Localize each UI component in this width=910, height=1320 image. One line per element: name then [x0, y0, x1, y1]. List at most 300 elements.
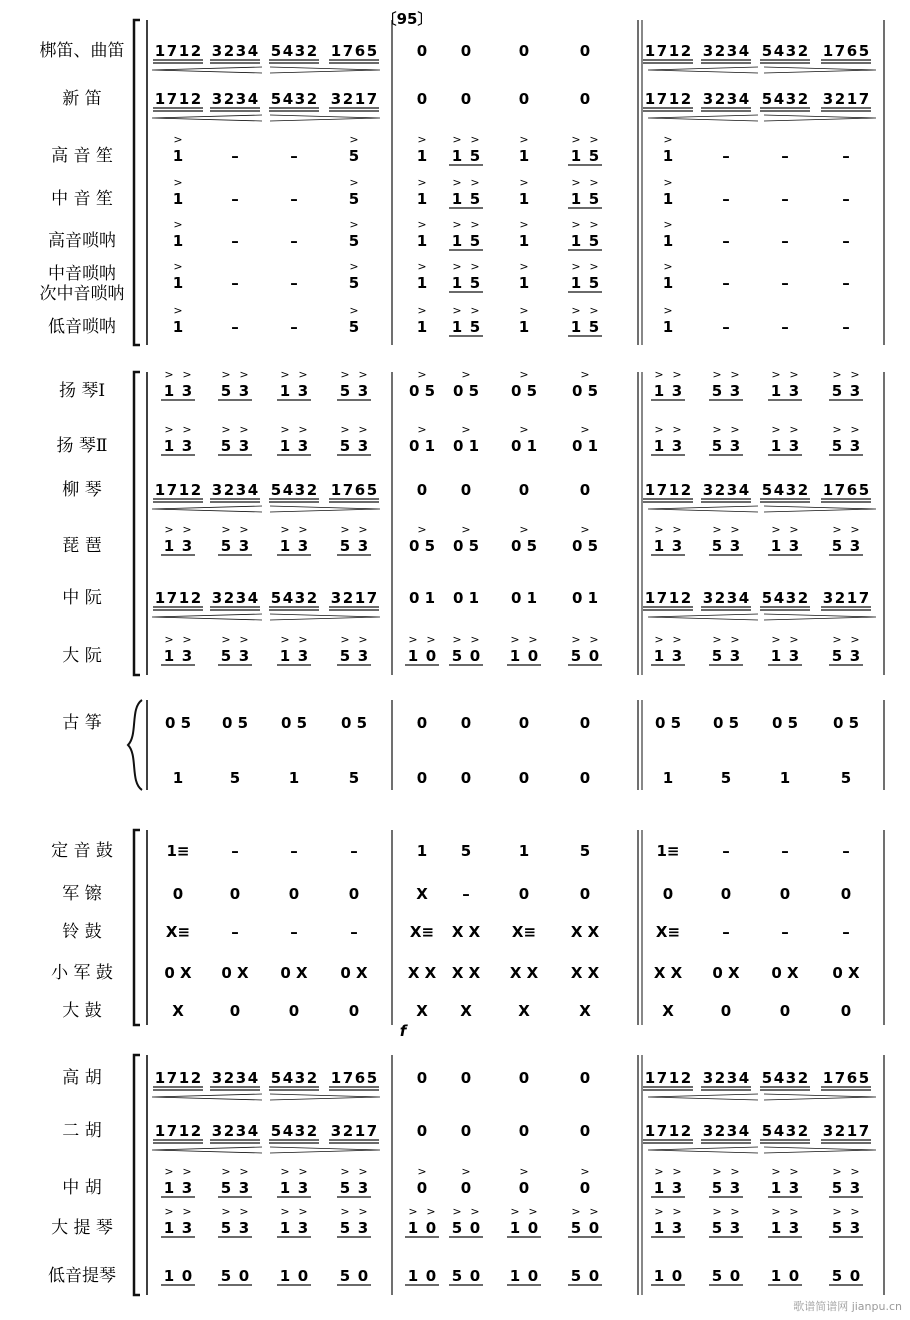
- note: 4: [738, 90, 750, 108]
- note: 1: [154, 1069, 166, 1087]
- note: 3: [788, 437, 800, 455]
- note: 0 5: [571, 382, 599, 400]
- note: 0: [518, 42, 530, 60]
- note: 3: [849, 537, 861, 555]
- note: 4: [738, 589, 750, 607]
- note: 0: [518, 90, 530, 108]
- note: 5: [339, 437, 351, 455]
- note: 2: [223, 90, 235, 108]
- note: 0: [425, 1267, 437, 1285]
- note: 2: [190, 481, 202, 499]
- note: 0 1: [408, 589, 436, 607]
- note: 0: [172, 885, 184, 903]
- note: 6: [846, 1069, 858, 1087]
- note: 0: [460, 1122, 472, 1140]
- note: 1: [178, 1122, 190, 1140]
- note: 0 5: [452, 382, 480, 400]
- note: 2: [306, 1122, 318, 1140]
- note: 1: [518, 842, 530, 860]
- instrument-label: 军 镲: [62, 884, 102, 904]
- note: 7: [366, 90, 378, 108]
- staff-row: [62, 480, 876, 512]
- staff-row: [48, 304, 850, 337]
- note: 5: [761, 589, 773, 607]
- accent-mark: >: [589, 218, 599, 231]
- note: 0: [288, 1002, 300, 1020]
- accent-mark: >: [470, 304, 480, 317]
- note: 2: [834, 1122, 846, 1140]
- note: 2: [714, 589, 726, 607]
- note: 3: [238, 537, 250, 555]
- dash: –: [290, 274, 298, 292]
- note: 0: [671, 1267, 683, 1285]
- dash: –: [722, 318, 730, 336]
- note: 0: [460, 714, 472, 732]
- accent-mark: >: [730, 368, 740, 381]
- staff-row: [62, 523, 863, 556]
- accent-mark: >: [417, 523, 427, 536]
- accent-mark: >: [771, 633, 781, 646]
- accent-mark: >: [173, 133, 183, 146]
- dash: –: [231, 274, 239, 292]
- note: 0: [297, 1267, 309, 1285]
- note: 2: [714, 90, 726, 108]
- note: 0 5: [510, 537, 538, 555]
- note: 0: [518, 714, 530, 732]
- note: 1: [163, 537, 175, 555]
- hairpin: [270, 506, 380, 512]
- note: 5: [348, 769, 360, 787]
- note: 7: [656, 1122, 668, 1140]
- accent-mark: >: [789, 368, 799, 381]
- note: 5: [270, 90, 282, 108]
- note: 4: [773, 90, 785, 108]
- accent-mark: >: [221, 633, 231, 646]
- note: 5: [761, 1122, 773, 1140]
- note: 0: [357, 1267, 369, 1285]
- note: 3: [726, 1122, 738, 1140]
- note: 1: [172, 232, 184, 250]
- note: 7: [166, 90, 178, 108]
- note: 3: [181, 1179, 193, 1197]
- accent-mark: >: [850, 1205, 860, 1218]
- note: 5: [588, 147, 600, 165]
- accent-mark: >: [358, 423, 368, 436]
- note: 1: [822, 42, 834, 60]
- note: 6: [354, 42, 366, 60]
- note: 2: [834, 90, 846, 108]
- note: 0: [518, 1122, 530, 1140]
- note: 5: [339, 537, 351, 555]
- accent-mark: >: [712, 633, 722, 646]
- note: X: [172, 1002, 184, 1020]
- dash: –: [842, 274, 850, 292]
- section-4: [51, 830, 884, 1025]
- note: 0 1: [571, 589, 599, 607]
- accent-mark: >: [280, 423, 290, 436]
- note: 1: [662, 274, 674, 292]
- accent-mark: >: [280, 633, 290, 646]
- staff-row: [40, 260, 850, 304]
- instrument-label: 琵 琶: [62, 536, 102, 556]
- accent-mark: >: [173, 176, 183, 189]
- accent-mark: >: [470, 176, 480, 189]
- note: 3: [211, 1069, 223, 1087]
- note: 3: [726, 90, 738, 108]
- accent-mark: >: [519, 1165, 529, 1178]
- accent-mark: >: [358, 1205, 368, 1218]
- note: 5: [469, 232, 481, 250]
- accent-mark: >: [832, 633, 842, 646]
- accent-mark: >: [239, 633, 249, 646]
- note: 0: [579, 1179, 591, 1197]
- note: 4: [773, 1122, 785, 1140]
- note: 5: [858, 1069, 870, 1087]
- note: 1: [279, 1179, 291, 1197]
- accent-mark: >: [349, 260, 359, 273]
- note: 1: [662, 769, 674, 787]
- dash: –: [231, 318, 239, 336]
- note: 4: [282, 1069, 294, 1087]
- accent-mark: >: [730, 1205, 740, 1218]
- note: X: [460, 1002, 472, 1020]
- note: 1: [178, 1069, 190, 1087]
- note: 3: [357, 1219, 369, 1237]
- note: 3: [238, 647, 250, 665]
- note: 2: [797, 90, 809, 108]
- note: 3: [726, 1069, 738, 1087]
- note: 3: [357, 382, 369, 400]
- accent-mark: >: [571, 633, 581, 646]
- note: 2: [223, 42, 235, 60]
- note: 1: [178, 589, 190, 607]
- note: 0: [425, 647, 437, 665]
- note: 5: [570, 1219, 582, 1237]
- hairpin: [764, 115, 876, 121]
- note: 4: [282, 481, 294, 499]
- note: 3: [294, 1069, 306, 1087]
- note: 5: [711, 1267, 723, 1285]
- accent-mark: >: [280, 523, 290, 536]
- accent-mark: >: [452, 633, 462, 646]
- accent-mark: >: [519, 368, 529, 381]
- accent-mark: >: [510, 633, 520, 646]
- note: 0 5: [408, 537, 436, 555]
- note: 0 X: [340, 964, 368, 982]
- note: 7: [834, 1069, 846, 1087]
- dash: –: [781, 190, 789, 208]
- section-5: [48, 1055, 884, 1295]
- instrument-label: 中音唢呐: [48, 264, 116, 284]
- note: 2: [797, 589, 809, 607]
- accent-mark: >: [672, 1165, 682, 1178]
- dash: –: [842, 190, 850, 208]
- note: 3: [729, 647, 741, 665]
- note: 0 5: [221, 714, 249, 732]
- note: 7: [342, 42, 354, 60]
- note: X X: [407, 964, 437, 982]
- note: 7: [656, 589, 668, 607]
- accent-mark: >: [461, 1165, 471, 1178]
- note: 0: [460, 1069, 472, 1087]
- note: 1≡: [166, 842, 190, 860]
- accent-mark: >: [470, 218, 480, 231]
- accent-mark: >: [789, 1165, 799, 1178]
- note: 5: [761, 481, 773, 499]
- note: 4: [738, 42, 750, 60]
- staff-row: [62, 588, 876, 620]
- staff-row: [173, 769, 851, 787]
- hairpin: [152, 67, 262, 73]
- note: 0: [518, 481, 530, 499]
- note: 0: [416, 42, 428, 60]
- accent-mark: >: [164, 1165, 174, 1178]
- note: 3: [788, 382, 800, 400]
- note: 0: [238, 1267, 250, 1285]
- accent-mark: >: [164, 368, 174, 381]
- note: 3: [726, 481, 738, 499]
- note: 3: [294, 1122, 306, 1140]
- note: 5: [451, 647, 463, 665]
- note: 5: [720, 769, 732, 787]
- note: 0: [518, 1069, 530, 1087]
- dash: –: [231, 190, 239, 208]
- accent-mark: >: [589, 260, 599, 273]
- note: 1: [416, 318, 428, 336]
- accent-mark: >: [182, 633, 192, 646]
- note: 1: [154, 589, 166, 607]
- note: 5: [220, 537, 232, 555]
- dash: –: [722, 842, 730, 860]
- hairpin: [648, 1147, 758, 1153]
- accent-mark: >: [571, 133, 581, 146]
- note: 1: [330, 481, 342, 499]
- dash: –: [722, 147, 730, 165]
- accent-mark: >: [173, 218, 183, 231]
- note: 3: [235, 1122, 247, 1140]
- accent-mark: >: [470, 633, 480, 646]
- note: 1: [288, 769, 300, 787]
- note: 3: [822, 589, 834, 607]
- note: 4: [773, 589, 785, 607]
- note: 0 X: [771, 964, 799, 982]
- instrument-label: 高 胡: [62, 1068, 102, 1088]
- accent-mark: >: [712, 1165, 722, 1178]
- accent-mark: >: [589, 133, 599, 146]
- note: 1: [154, 90, 166, 108]
- note: 1: [354, 589, 366, 607]
- note: 5: [366, 1069, 378, 1087]
- note: 1: [668, 589, 680, 607]
- staff-row: [48, 218, 850, 251]
- instrument-label: 高 音 笙: [51, 146, 113, 166]
- note: 1: [518, 232, 530, 250]
- note: 2: [797, 42, 809, 60]
- note: 5: [348, 190, 360, 208]
- hairpin: [648, 115, 758, 121]
- accent-mark: >: [663, 260, 673, 273]
- dash: –: [842, 842, 850, 860]
- note: 5: [469, 274, 481, 292]
- note: 1: [653, 1179, 665, 1197]
- note: 3: [238, 437, 250, 455]
- note: 1: [770, 537, 782, 555]
- note: 3: [330, 1122, 342, 1140]
- dash: –: [290, 232, 298, 250]
- note: 0: [840, 885, 852, 903]
- note: 7: [166, 481, 178, 499]
- note: 5: [460, 842, 472, 860]
- note: 1: [407, 647, 419, 665]
- note: 2: [680, 42, 692, 60]
- note: 3: [785, 1069, 797, 1087]
- note: 1: [518, 274, 530, 292]
- note: 1: [668, 1122, 680, 1140]
- accent-mark: >: [663, 304, 673, 317]
- accent-mark: >: [349, 304, 359, 317]
- note: 2: [797, 1069, 809, 1087]
- accent-mark: >: [417, 368, 427, 381]
- dash: –: [290, 923, 298, 941]
- accent-mark: >: [672, 368, 682, 381]
- note: 0: [416, 769, 428, 787]
- note: 2: [714, 481, 726, 499]
- note: 3: [702, 481, 714, 499]
- accent-mark: >: [221, 1165, 231, 1178]
- note: 1: [509, 647, 521, 665]
- dash: –: [290, 318, 298, 336]
- accent-mark: >: [730, 1165, 740, 1178]
- note: 1: [779, 769, 791, 787]
- note: 1: [172, 769, 184, 787]
- note: 3: [729, 1219, 741, 1237]
- accent-mark: >: [239, 423, 249, 436]
- note: 3: [330, 90, 342, 108]
- accent-mark: >: [850, 368, 860, 381]
- accent-mark: >: [832, 523, 842, 536]
- staff-row: [51, 133, 850, 166]
- note: 7: [656, 1069, 668, 1087]
- note: 3: [235, 1069, 247, 1087]
- note: 1: [770, 1267, 782, 1285]
- note: 4: [247, 1122, 259, 1140]
- note: 0: [181, 1267, 193, 1285]
- note: 5: [339, 1179, 351, 1197]
- hairpin: [152, 506, 262, 512]
- note: 1: [644, 589, 656, 607]
- accent-mark: >: [417, 423, 427, 436]
- note: 1: [354, 1122, 366, 1140]
- note: 3: [671, 1179, 683, 1197]
- note: 2: [190, 90, 202, 108]
- accent-mark: >: [850, 423, 860, 436]
- note: 1: [279, 537, 291, 555]
- accent-mark: >: [164, 1205, 174, 1218]
- dash: –: [722, 923, 730, 941]
- note: 4: [247, 1069, 259, 1087]
- accent-mark: >: [771, 1165, 781, 1178]
- note: 5: [570, 1267, 582, 1285]
- note: 1: [570, 232, 582, 250]
- note: 1: [518, 318, 530, 336]
- note: 3: [729, 537, 741, 555]
- note: 3: [785, 589, 797, 607]
- note: 3: [702, 589, 714, 607]
- note: 3: [849, 437, 861, 455]
- note: 6: [354, 481, 366, 499]
- note: 3: [822, 1122, 834, 1140]
- note: 2: [797, 1122, 809, 1140]
- dash: –: [231, 232, 239, 250]
- note: 0 5: [654, 714, 682, 732]
- note: 2: [834, 589, 846, 607]
- note: 2: [306, 1069, 318, 1087]
- note: 7: [656, 481, 668, 499]
- note: 6: [846, 42, 858, 60]
- note: 5: [270, 42, 282, 60]
- hairpin: [152, 1094, 262, 1100]
- note: 1: [570, 274, 582, 292]
- staff-row: [48, 1266, 863, 1286]
- note: 0: [425, 1219, 437, 1237]
- note: 4: [773, 1069, 785, 1087]
- instrument-label: 新 笛: [62, 89, 102, 109]
- note: 6: [354, 1069, 366, 1087]
- note: 1: [653, 382, 665, 400]
- accent-mark: >: [771, 1205, 781, 1218]
- note: 3: [785, 90, 797, 108]
- dash: –: [290, 190, 298, 208]
- note: 3: [702, 1122, 714, 1140]
- note: 0: [518, 885, 530, 903]
- accent-mark: >: [730, 523, 740, 536]
- note: 3: [211, 1122, 223, 1140]
- system-bracket: [134, 372, 140, 675]
- hairpin: [270, 67, 380, 73]
- hairpin: [270, 1147, 380, 1153]
- note: 3: [357, 1179, 369, 1197]
- note: 0 5: [712, 714, 740, 732]
- dash: –: [842, 923, 850, 941]
- note: 0: [527, 1219, 539, 1237]
- note: 3: [238, 1179, 250, 1197]
- accent-mark: >: [182, 1165, 192, 1178]
- note: 0: [588, 647, 600, 665]
- dynamic-mark: f: [399, 1022, 407, 1040]
- accent-mark: >: [340, 633, 350, 646]
- accent-mark: >: [672, 633, 682, 646]
- hairpin: [270, 614, 380, 620]
- note: 4: [773, 42, 785, 60]
- instrument-label: 梆笛、曲笛: [39, 41, 125, 61]
- note: 3: [181, 1219, 193, 1237]
- dash: –: [781, 842, 789, 860]
- note: 3: [235, 481, 247, 499]
- note: 0: [416, 481, 428, 499]
- note: 1: [416, 842, 428, 860]
- note: 0: [579, 769, 591, 787]
- hairpin: [270, 115, 380, 121]
- note: 0 5: [280, 714, 308, 732]
- note: 5: [348, 232, 360, 250]
- note: 1: [279, 647, 291, 665]
- note: 1: [770, 647, 782, 665]
- accent-mark: >: [221, 523, 231, 536]
- note: 5: [588, 232, 600, 250]
- note: 1: [653, 1267, 665, 1285]
- dash: –: [722, 274, 730, 292]
- note: 2: [342, 589, 354, 607]
